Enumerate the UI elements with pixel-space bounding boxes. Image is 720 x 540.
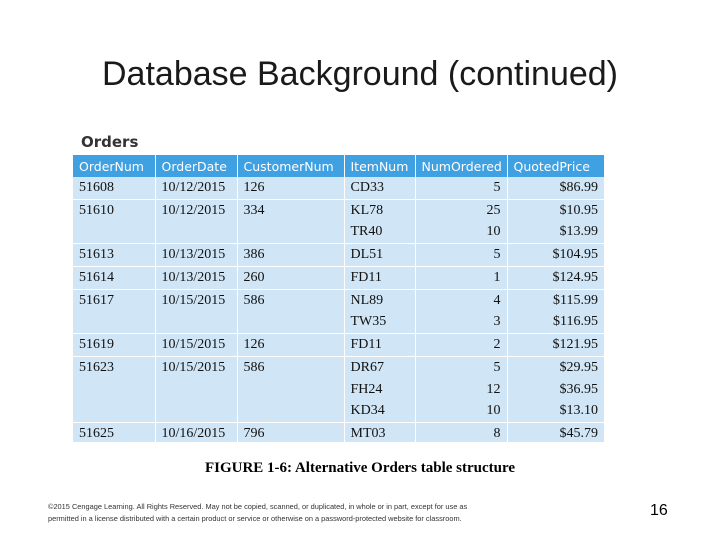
table-cell bbox=[237, 222, 344, 244]
table-cell: 386 bbox=[237, 244, 344, 267]
table-row bbox=[73, 357, 604, 379]
table-row bbox=[73, 289, 604, 311]
table-cell: 10/15/2015 bbox=[155, 289, 237, 311]
table-cell: $116.95 bbox=[553, 314, 598, 330]
table-cell: FD11 bbox=[344, 267, 415, 290]
table-cell: $10.95 bbox=[507, 199, 604, 221]
table-cell bbox=[237, 401, 344, 423]
table-row bbox=[73, 177, 604, 199]
table-cell: 5 bbox=[415, 357, 507, 379]
table-cell: $115.99 bbox=[507, 289, 604, 311]
table-cell: 10/12/2015 bbox=[155, 177, 237, 199]
copyright-line: ©2015 Cengage Learning. All Rights Reserved. May not be copied, scanned, or duplicated, in whole or in part, except for use as bbox=[48, 502, 468, 511]
table-cell: $104.95 bbox=[507, 244, 604, 267]
table-cell: 10 bbox=[415, 401, 507, 423]
table-cell: 51619 bbox=[73, 334, 155, 357]
table-cell: 51613 bbox=[73, 244, 155, 267]
table-cell: 5 bbox=[415, 244, 507, 267]
table-cell bbox=[237, 312, 344, 334]
table-cell: $124.95 bbox=[507, 267, 604, 290]
table-row bbox=[73, 423, 604, 445]
table-label: Orders bbox=[81, 133, 139, 151]
table-cell: 10/13/2015 bbox=[155, 267, 237, 290]
table-row bbox=[73, 379, 604, 401]
table-cell bbox=[73, 312, 155, 334]
table-cell: 586 bbox=[237, 289, 344, 311]
orders-table-container bbox=[73, 155, 604, 442]
table-cell: FH24 bbox=[344, 379, 415, 401]
table-cell: 10/16/2015 bbox=[155, 423, 237, 445]
table-cell bbox=[73, 379, 155, 401]
table-cell: TR40 bbox=[344, 222, 415, 244]
table-cell: $13.99 bbox=[559, 224, 598, 240]
table-cell bbox=[155, 312, 237, 334]
table-cell: 5 bbox=[415, 177, 507, 199]
table-cell: $45.79 bbox=[507, 423, 604, 445]
figure-caption: FIGURE 1-6: Alternative Orders table structure bbox=[204, 460, 516, 476]
table-cell: 260 bbox=[237, 267, 344, 290]
table-cell bbox=[237, 379, 344, 401]
page-number: 16 bbox=[650, 502, 668, 519]
table-cell: MT03 bbox=[344, 423, 415, 445]
table-row bbox=[73, 244, 604, 267]
table-cell: 10/13/2015 bbox=[155, 244, 237, 267]
table-cell: DR67 bbox=[344, 357, 415, 379]
table-cell: 8 bbox=[415, 423, 507, 445]
table-cell: 10/15/2015 bbox=[155, 334, 237, 357]
table-row bbox=[73, 199, 604, 221]
table-cell: 126 bbox=[237, 177, 344, 199]
orders-table bbox=[73, 155, 604, 445]
table-cell bbox=[73, 222, 155, 244]
table-cell: 586 bbox=[237, 357, 344, 379]
table-cell: $13.10 bbox=[559, 403, 598, 419]
table-cell bbox=[155, 401, 237, 423]
table-cell: CD33 bbox=[344, 177, 415, 199]
table-cell: 51623 bbox=[73, 357, 155, 379]
header-cell: CustomerNum bbox=[237, 155, 344, 177]
table-cell bbox=[155, 222, 237, 244]
table-cell: 51625 bbox=[73, 423, 155, 445]
table-row bbox=[73, 334, 604, 357]
table-cell: $121.95 bbox=[507, 334, 604, 357]
table-cell: KD34 bbox=[344, 401, 415, 423]
table-cell: 126 bbox=[237, 334, 344, 357]
copyright-line: permitted in a license distributed with a certain product or service or otherwise on a password-protected website for classroom. bbox=[48, 514, 462, 523]
table-cell: $36.95 bbox=[559, 381, 598, 397]
table-row bbox=[73, 267, 604, 290]
header-cell: NumOrdered bbox=[415, 155, 507, 177]
table-cell: 334 bbox=[237, 199, 344, 221]
table-cell: 3 bbox=[415, 312, 507, 334]
table-cell: 4 bbox=[415, 289, 507, 311]
copyright-notice bbox=[48, 501, 588, 525]
header-cell: OrderNum bbox=[73, 155, 155, 177]
table-cell: 10/15/2015 bbox=[155, 357, 237, 379]
table-cell: 51614 bbox=[73, 267, 155, 290]
table-row bbox=[73, 222, 604, 244]
table-cell: 51617 bbox=[73, 289, 155, 311]
table-cell: TW35 bbox=[344, 312, 415, 334]
table-cell: 51608 bbox=[73, 177, 155, 199]
table-cell: 2 bbox=[415, 334, 507, 357]
table-cell: DL51 bbox=[344, 244, 415, 267]
table-cell: $86.99 bbox=[559, 179, 598, 195]
table-cell: 1 bbox=[415, 267, 507, 290]
header-cell: QuotedPrice bbox=[507, 155, 604, 177]
table-row bbox=[73, 312, 604, 334]
table-cell: 12 bbox=[415, 379, 507, 401]
table-cell: 25 bbox=[415, 199, 507, 221]
table-cell: KL78 bbox=[344, 199, 415, 221]
table-cell: 51610 bbox=[73, 199, 155, 221]
table-cell: NL89 bbox=[344, 289, 415, 311]
table-cell: FD11 bbox=[344, 334, 415, 357]
header-row bbox=[73, 155, 604, 177]
table-row bbox=[73, 401, 604, 423]
table-cell bbox=[155, 379, 237, 401]
header-cell: ItemNum bbox=[344, 155, 415, 177]
table-cell bbox=[73, 401, 155, 423]
table-cell: 10/12/2015 bbox=[155, 199, 237, 221]
table-cell: $29.95 bbox=[507, 357, 604, 379]
header-cell: OrderDate bbox=[155, 155, 237, 177]
table-cell: 10 bbox=[415, 222, 507, 244]
slide-title: Database Background (continued) bbox=[102, 55, 618, 93]
table-cell: 796 bbox=[237, 423, 344, 445]
